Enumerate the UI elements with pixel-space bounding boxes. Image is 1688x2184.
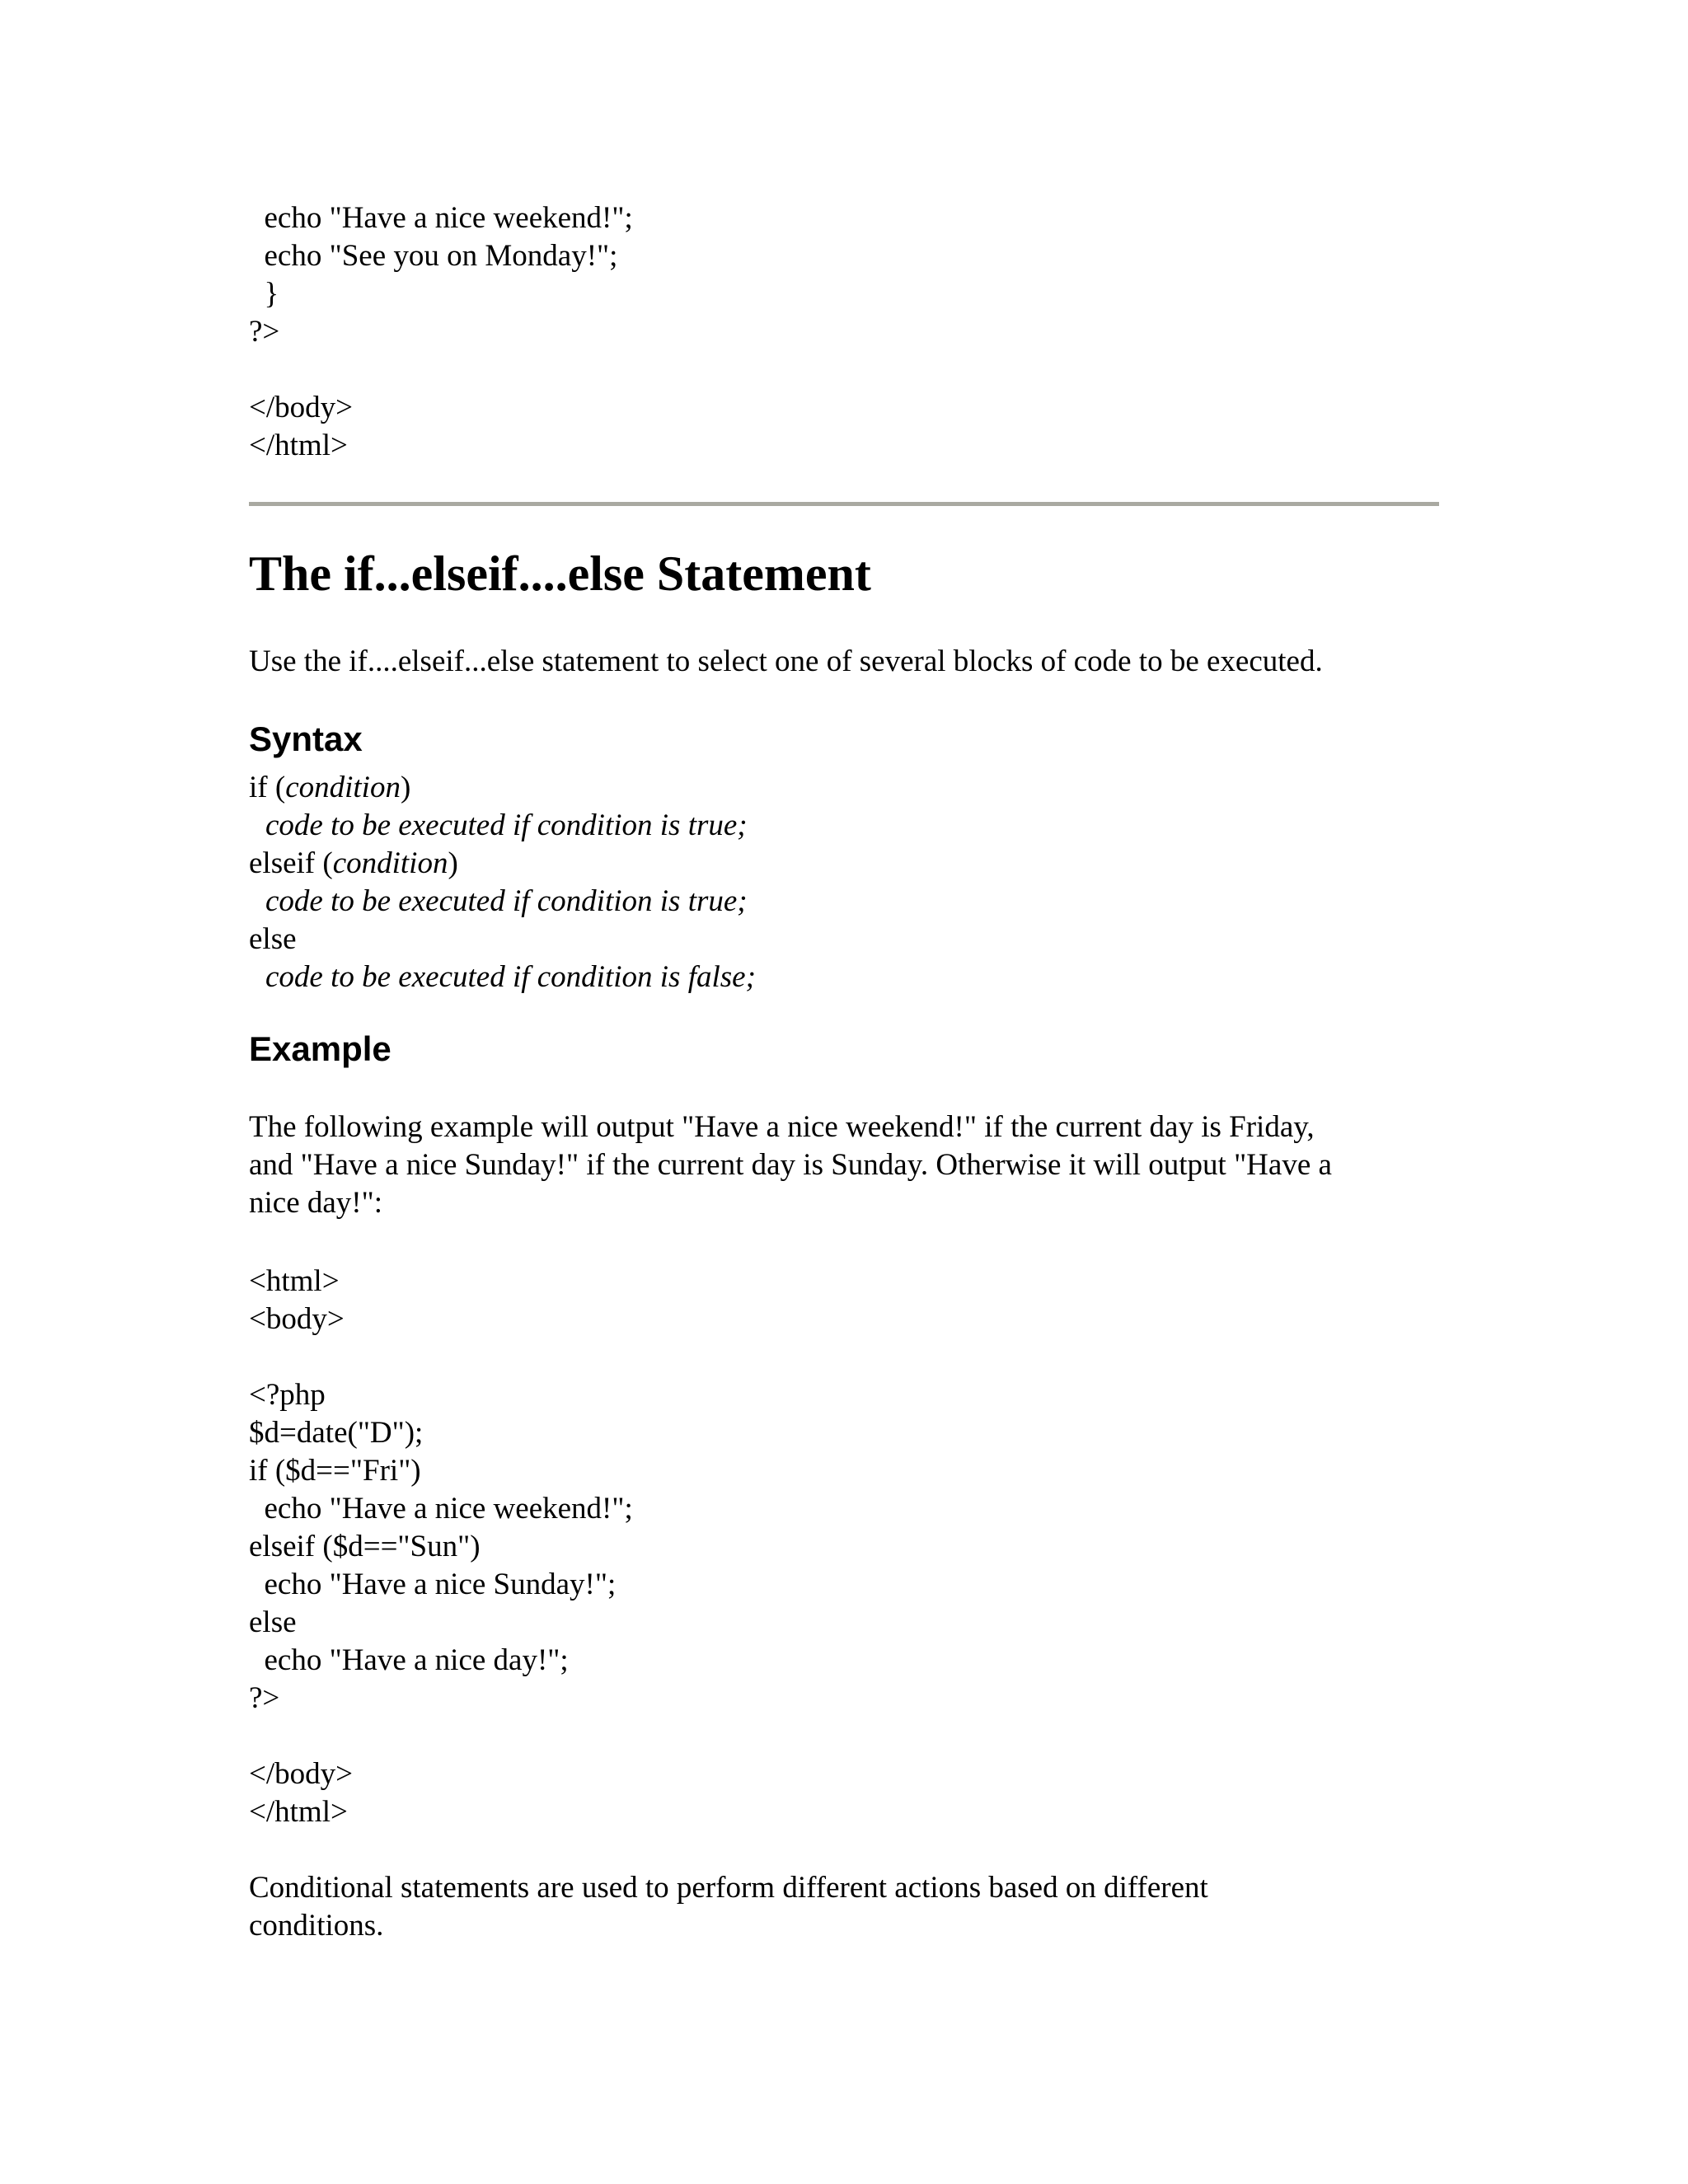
code-line: if ($d=="Fri") [249,1454,421,1488]
section-intro: Use the if....elseif...else statement to select one of several blocks of code to be executed. [249,644,1323,678]
code-line: <body> [249,1302,345,1336]
code-line: echo "Have a nice weekend!"; [249,1492,633,1526]
syntax-line: else [249,922,297,956]
code-line: ?> [249,1681,280,1715]
example-heading: Example [249,1029,392,1068]
closing-paragraph: Conditional statements are used to perform different actions based on different conditions. [249,1871,1208,1943]
syntax-line: code to be executed if condition is true; [265,808,748,842]
syntax-text: ) [448,846,458,880]
code-line: ?> [249,315,280,349]
code-line: echo "Have a nice weekend!"; [249,201,633,235]
code-line: echo "See you on Monday!"; [249,239,618,273]
code-line: </body> [249,1757,354,1791]
syntax-text: ) [400,771,411,804]
syntax-line [249,769,410,807]
code-line: </html> [249,1795,348,1829]
syntax-text: elseif ( [249,846,333,880]
syntax-line: code to be executed if condition is true; [265,884,748,918]
code-line: else [249,1605,297,1639]
code-line: $d=date("D"); [249,1416,424,1450]
code-line: echo "Have a nice Sunday!"; [249,1568,617,1601]
syntax-condition: condition [332,846,448,880]
syntax-heading: Syntax [249,719,363,758]
section-title: The if...elseif....else Statement [249,546,871,601]
example-description: The following example will output "Have a nice weekend!" if the current day is Friday, and "Have a nice Sunday!" if the current day is Sunday. Otherwise it will output "Have a nice day!": [249,1110,1332,1220]
code-line: } [249,277,279,311]
syntax-line: code to be executed if condition is false; [265,960,756,994]
syntax-text: if ( [249,771,286,804]
code-line: elseif ($d=="Sun") [249,1530,481,1563]
code-line: </html> [249,429,348,462]
code-line: <?php [249,1378,326,1412]
syntax-line [249,845,458,883]
syntax-condition: condition [285,771,401,804]
code-line: <html> [249,1264,340,1298]
horizontal-rule [249,502,1439,506]
code-line: echo "Have a nice day!"; [249,1643,569,1677]
code-line: </body> [249,391,354,424]
